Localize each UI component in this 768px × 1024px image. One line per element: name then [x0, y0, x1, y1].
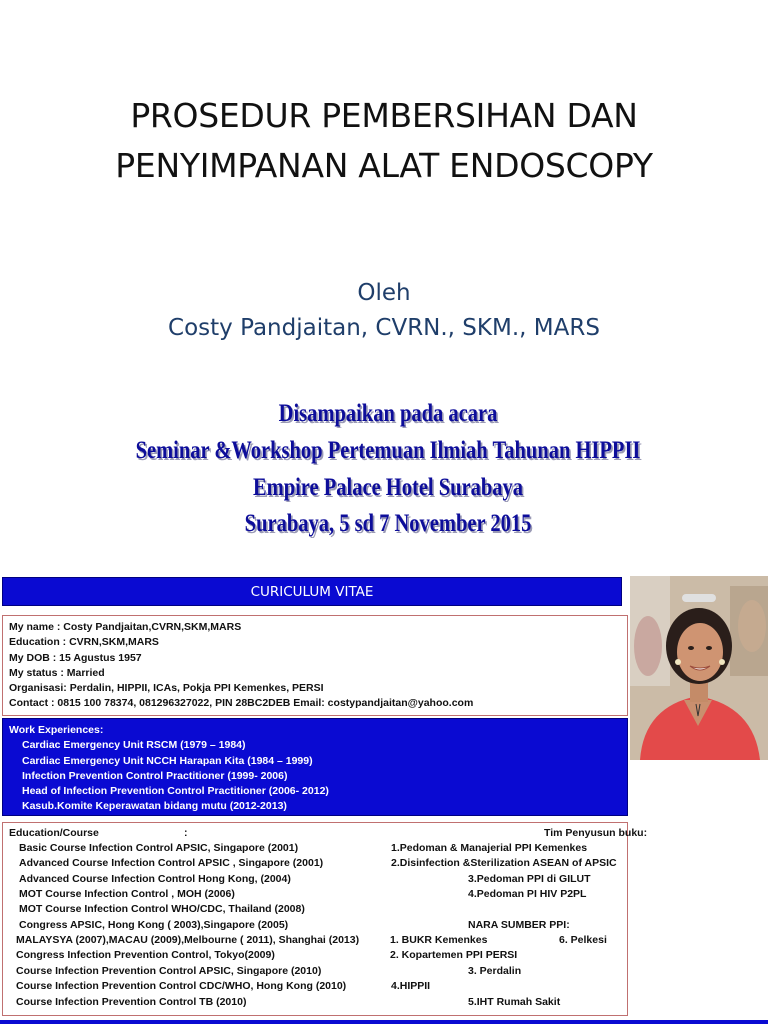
course-item: MALAYSYA (2007),MACAU (2009),Melbourne ( 2011), Shanghai (2013) [16, 934, 360, 946]
books-heading: Tim Penyusun buku: [544, 827, 648, 839]
work-item: Cardiac Emergency Unit RSCM (1979 – 1984) [22, 739, 246, 752]
cv-slide [0, 576, 768, 1024]
course-item: Course Infection Prevention Control CDC/WHO, Hong Kong (2010) [16, 980, 347, 992]
narasumber-item: 3. Perdalin [468, 965, 522, 977]
title-line-1: PROSEDUR PEMBERSIHAN DAN [130, 96, 638, 135]
work-experience-box [2, 718, 628, 816]
work-item: Infection Prevention Control Practitioner (1999- 2006) [22, 769, 288, 782]
education-heading: Education/Course [9, 827, 99, 839]
course-item: Course Infection Prevention Control APSIC, Singapore (2010) [16, 965, 322, 977]
author-name: Costy Pandjaitan, CVRN., SKM., MARS [168, 315, 600, 341]
book-item: 1.Pedoman & Manajerial PPI Kemenkes [391, 842, 588, 854]
work-item: Head of Infection Prevention Control Practitioner (2006- 2012) [22, 785, 329, 798]
event-line-2: Seminar &Workshop Pertemuan Ilmiah Tahunan HIPPII [135, 437, 641, 464]
course-item: Congress Infection Prevention Control, Tokyo(2009) [16, 949, 275, 961]
personal-info-box [2, 615, 628, 716]
personal-name: My name : Costy Pandjaitan,CVRN,SKM,MARS [9, 621, 242, 633]
narasumber-item: 6. Pelkesi [559, 934, 607, 946]
course-item: Advanced Course Infection Control APSIC , Singapore (2001) [19, 857, 324, 869]
book-item: 4.Pedoman PI HIV P2PL [468, 888, 587, 900]
book-item: 3.Pedoman PPI di GILUT [468, 873, 591, 885]
course-item: Advanced Course Infection Control Hong Kong, (2004) [19, 873, 291, 885]
personal-contact: Contact : 0815 100 78374, 081296327022, PIN 28BC2DEB Email: costypandjaitan@yahoo.com [9, 697, 474, 710]
next-slide-strip [0, 1020, 768, 1024]
book-item: 2.Disinfection &Sterilization ASEAN of APSIC [391, 857, 617, 869]
event-line-1: Disampaikan pada acara [278, 400, 498, 427]
work-experience-heading: Work Experiences: [9, 724, 104, 736]
course-item: Congress APSIC, Hong Kong ( 2003),Singapore (2005) [19, 919, 289, 931]
education-box [2, 822, 648, 1016]
course-item: MOT Course Infection Control WHO/CDC, Thailand (2008) [19, 903, 305, 915]
course-item: MOT Course Infection Control , MOH (2006) [19, 888, 235, 900]
title-line-2: PENYIMPANAN ALAT ENDOSCOPY [115, 146, 653, 185]
personal-organisation: Organisasi: Perdalin, HIPPII, ICAs, Pokja PPI Kemenkes, PERSI [9, 682, 324, 695]
narasumber-item: 5.IHT Rumah Sakit [468, 996, 561, 1008]
personal-dob: My DOB : 15 Agustus 1957 [9, 651, 142, 664]
narasumber-heading: NARA SUMBER PPI: [468, 919, 570, 931]
portrait-illustration [630, 576, 768, 760]
event-line-4: Surabaya, 5 sd 7 November 2015 [244, 510, 532, 537]
personal-status: My status : Married [9, 666, 105, 679]
education-colon: : [184, 827, 188, 839]
narasumber-item: 2. Kopartemen PPI PERSI [390, 949, 518, 961]
profile-photo [630, 576, 768, 760]
event-line-3: Empire Palace Hotel Surabaya [252, 474, 524, 501]
course-item: Course Infection Prevention Control TB (2010) [16, 996, 247, 1008]
personal-education: Education : CVRN,SKM,MARS [9, 636, 159, 649]
narasumber-item: 1. BUKR Kemenkes [390, 934, 488, 946]
author-prefix: Oleh [357, 280, 411, 306]
work-item: Cardiac Emergency Unit NCCH Harapan Kita (1984 – 1999) [22, 754, 313, 767]
narasumber-item: 4.HIPPII [391, 980, 431, 992]
course-item: Basic Course Infection Control APSIC, Singapore (2001) [19, 842, 299, 854]
cv-header: CURICULUM VITAE [2, 577, 622, 606]
work-item: Kasub.Komite Keperawatan bidang mutu (2012-2013) [22, 800, 287, 813]
